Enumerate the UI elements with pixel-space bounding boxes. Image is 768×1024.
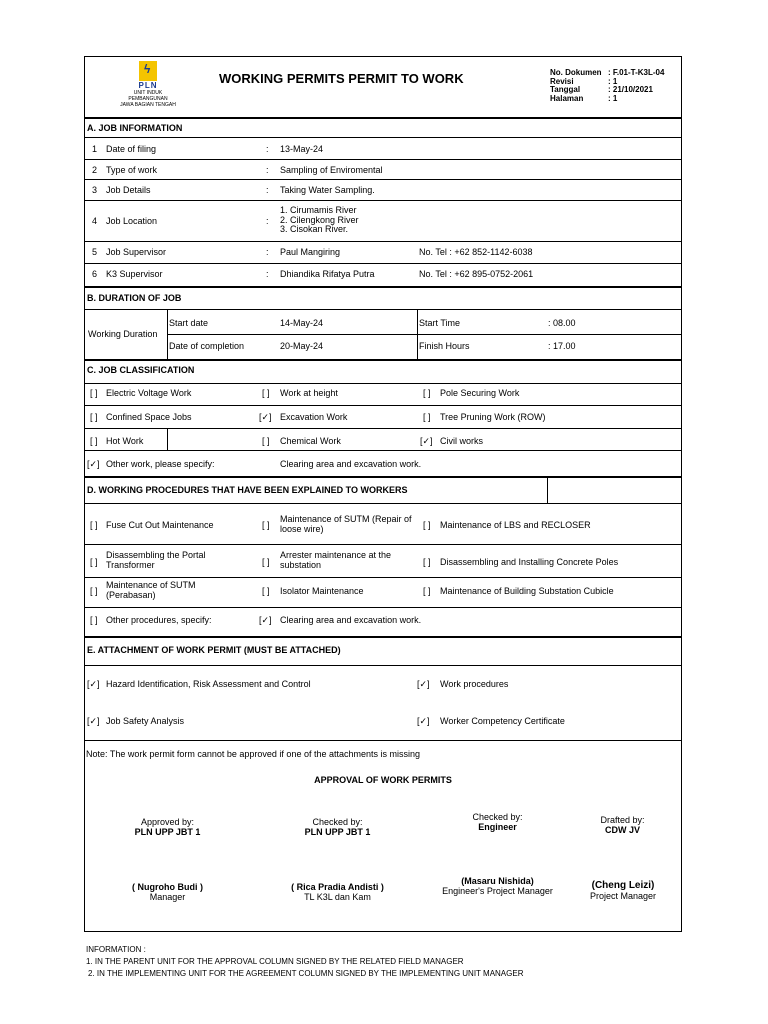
type-of-work-value: Sampling of Enviromental bbox=[280, 165, 383, 175]
start-date-label: Start date bbox=[169, 318, 209, 328]
approval-col-2: Checked by: PLN UPP JBT 1 bbox=[304, 817, 371, 837]
job-location-value: 1. Cirumamis River 2. Cilengkong River 3. Cisokan River. bbox=[280, 205, 359, 234]
information-block: INFORMATION : 1. IN THE PARENT UNIT FOR THE APPROVAL COLUMN SIGNED BY THE RELATED FIELD MANAGER 2. IN THE IMPLEMENTING UNIT FOR THE AGREEMENT COLUMN SIGNED BY THE IMPLEMENTING UNIT MANAGER bbox=[86, 945, 524, 978]
checkbox-other-procedures-value[interactable]: [✓] bbox=[259, 615, 272, 625]
job-details-value: Taking Water Sampling. bbox=[280, 185, 375, 195]
document-meta-values: : F.01-T-K3L-04 : 1 : 21/10/2021 : 1 bbox=[608, 68, 665, 103]
checkbox-hazard-identification[interactable]: [✓] bbox=[87, 679, 100, 689]
section-a-title: A. JOB INFORMATION bbox=[87, 123, 183, 133]
working-duration-label: Working Duration bbox=[88, 329, 158, 339]
start-time-label: Start Time bbox=[419, 318, 461, 328]
checkbox-concrete-poles[interactable]: [ ] bbox=[423, 557, 431, 567]
other-procedures-value: Clearing area and excavation work. bbox=[280, 615, 422, 625]
date-of-filing-label: Date of filing bbox=[106, 144, 157, 154]
signature-manager: ( Nugroho Budi ) Manager bbox=[132, 882, 203, 902]
checkbox-fuse-cut-out[interactable]: [ ] bbox=[90, 520, 98, 530]
document-meta-labels: No. Dokumen Revisi Tanggal Halaman bbox=[550, 68, 602, 103]
checkbox-job-safety-analysis[interactable]: [✓] bbox=[87, 716, 100, 726]
approval-col-4: Drafted by: CDW JV bbox=[600, 815, 645, 835]
checkbox-confined-space[interactable]: [ ] bbox=[90, 412, 98, 422]
checkbox-arrester[interactable]: [ ] bbox=[262, 557, 270, 567]
approval-title: APPROVAL OF WORK PERMITS bbox=[314, 775, 452, 785]
pln-logo: ϟ PLN UNIT INDUK PEMBANGUNAN JAWA BAGIAN TENGAH bbox=[120, 62, 176, 108]
section-e-title: E. ATTACHMENT OF WORK PERMIT (MUST BE ATTACHED) bbox=[87, 645, 341, 655]
checkbox-sutm-perabasan[interactable]: [ ] bbox=[90, 586, 98, 596]
k3-supervisor-tel: No. Tel : +62 895-0752-2061 bbox=[419, 269, 534, 279]
checkbox-civil-works[interactable]: [✓] bbox=[420, 436, 433, 446]
completion-date-value: 20-May-24 bbox=[280, 341, 324, 351]
checkbox-pole-securing[interactable]: [ ] bbox=[423, 388, 431, 398]
checkbox-excavation[interactable]: [✓] bbox=[259, 412, 272, 422]
lightning-icon: ϟ bbox=[139, 61, 157, 81]
k3-supervisor-label: K3 Supervisor bbox=[106, 269, 163, 279]
job-location-label: Job Location bbox=[106, 216, 158, 226]
approval-col-3: Checked by: Engineer bbox=[472, 812, 523, 832]
checkbox-other-procedures[interactable]: [ ] bbox=[90, 615, 98, 625]
permit-form: ϟ PLN UNIT INDUK PEMBANGUNAN JAWA BAGIAN TENGAH WORKING PERMITS PERMIT TO WORK No. Dokumen Revisi Tanggal Halaman : F.01-T-K3L-04 : 1 : 21/10/2021 : 1 A. JOB INFORMATION 1 Date of filing : 13-May-24 2 Type of work : Sampling of Enviromental 3 Job Details : Taking Water Sampling. 4 Job Location : 1. Cirumamis River 2. Cilengkong River 3. Cisokan River. 5 Job Supervisor : Paul Mangiring No. Tel : +62 852-1142-6038 6 K3 Supervisor : Dhiandika Rifatya Putra No. Tel : +62 895-0752-2061 B. DURATION OF JOB Working Duration Start date 14-May-24 Start Time : 08.00 Date of completion 20-May-24 Finish Hours : 17.00 C. JOB CLASSIFICATION [ ] Electric Voltage Work [ ] Work at height [ ] Pole Securing Work [ ] Confined Space Jobs [✓] Excavation Work [ ] Tree Pruning Work (ROW) [ ] Hot Work [ ] Chemical Work [✓] Civil works [✓] Other work, please specify: Clearing area and excavation work. D. WORKING PROCEDURES THAT HAVE BEEN EXPLAINED TO WORKERS [ ] Fuse Cut Out Maintenance [ ] Maintenance of SUTM (Repair of loose wire) [ ] Maintenance of LBS and RECLOSER [ ] Disassembling the Portal Transformer [ ] Arrester maintenance at the substation [ ] Disassembling and Installing Concrete Poles [ ] Maintenance of SUTM (Perabasan) [ ] Isolator Maintenance [ ] Maintenance of Building Substation Cubicle [ ] Other procedures, specify: [✓] Clearing area and excavation work. E. ATTACHMENT OF WORK PERMIT (MUST BE ATTACHED) [✓] Hazard Identification, Risk Assessment and Control [✓] Work procedures [✓] Job Safety Analysis [✓] Worker Competency Certificate Note: The work permit form cannot be approved if one of the attachments is missing APPROVAL OF WORK PERMITS Approved by: PLN UPP JBT 1 Checked by: PLN UPP JBT 1 Checked by: Engineer Drafted by: CDW JV ( Nugroho Budi ) Manager ( Rica Pradia Andisti ) TL K3L dan Kam (Masaru Nishida) Engineer's Project Manager (Cheng Leizi) Project Manager bbox=[84, 56, 682, 932]
job-supervisor-tel: No. Tel : +62 852-1142-6038 bbox=[419, 247, 533, 257]
k3-supervisor-value: Dhiandika Rifatya Putra bbox=[280, 269, 375, 279]
checkbox-work-procedures[interactable]: [✓] bbox=[417, 679, 430, 689]
type-of-work-label: Type of work bbox=[106, 165, 158, 175]
checkbox-work-at-height[interactable]: [ ] bbox=[262, 388, 270, 398]
section-c-title: C. JOB CLASSIFICATION bbox=[87, 365, 195, 375]
checkbox-hot-work[interactable]: [ ] bbox=[90, 436, 98, 446]
checkbox-building-cubicle[interactable]: [ ] bbox=[423, 586, 431, 596]
signature-tl-k3l: ( Rica Pradia Andisti ) TL K3L dan Kam bbox=[291, 882, 384, 902]
checkbox-isolator[interactable]: [ ] bbox=[262, 586, 270, 596]
checkbox-chemical-work[interactable]: [ ] bbox=[262, 436, 270, 446]
finish-hours-label: Finish Hours bbox=[419, 341, 470, 351]
section-d-title: D. WORKING PROCEDURES THAT HAVE BEEN EXPLAINED TO WORKERS bbox=[87, 485, 408, 495]
checkbox-competency-certificate[interactable]: [✓] bbox=[417, 716, 430, 726]
start-time-value: : 08.00 bbox=[548, 318, 576, 328]
job-details-label: Job Details bbox=[106, 185, 151, 195]
signature-engineer-pm: (Masaru Nishida) Engineer's Project Manager bbox=[442, 876, 553, 896]
checkbox-tree-pruning[interactable]: [ ] bbox=[423, 412, 431, 422]
signature-project-manager: (Cheng Leizi) Project Manager bbox=[589, 880, 657, 901]
checkbox-sutm-repair[interactable]: [ ] bbox=[262, 520, 270, 530]
section-b-title: B. DURATION OF JOB bbox=[87, 293, 182, 303]
checkbox-lbs-recloser[interactable]: [ ] bbox=[423, 520, 431, 530]
page-title: WORKING PERMITS PERMIT TO WORK bbox=[219, 71, 464, 86]
finish-hours-value: : 17.00 bbox=[548, 341, 576, 351]
checkbox-other-work[interactable]: [✓] bbox=[87, 459, 100, 469]
other-work-value: Clearing area and excavation work. bbox=[280, 459, 422, 469]
attachment-note: Note: The work permit form cannot be approved if one of the attachments is missing bbox=[86, 749, 420, 759]
approval-col-1: Approved by: PLN UPP JBT 1 bbox=[134, 817, 201, 837]
start-date-value: 14-May-24 bbox=[280, 318, 324, 328]
completion-date-label: Date of completion bbox=[169, 341, 245, 351]
date-of-filing-value: 13-May-24 bbox=[280, 144, 324, 154]
checkbox-portal-transformer[interactable]: [ ] bbox=[90, 557, 98, 567]
job-supervisor-label: Job Supervisor bbox=[106, 247, 167, 257]
checkbox-electric-voltage[interactable]: [ ] bbox=[90, 388, 98, 398]
job-supervisor-value: Paul Mangiring bbox=[280, 247, 341, 257]
